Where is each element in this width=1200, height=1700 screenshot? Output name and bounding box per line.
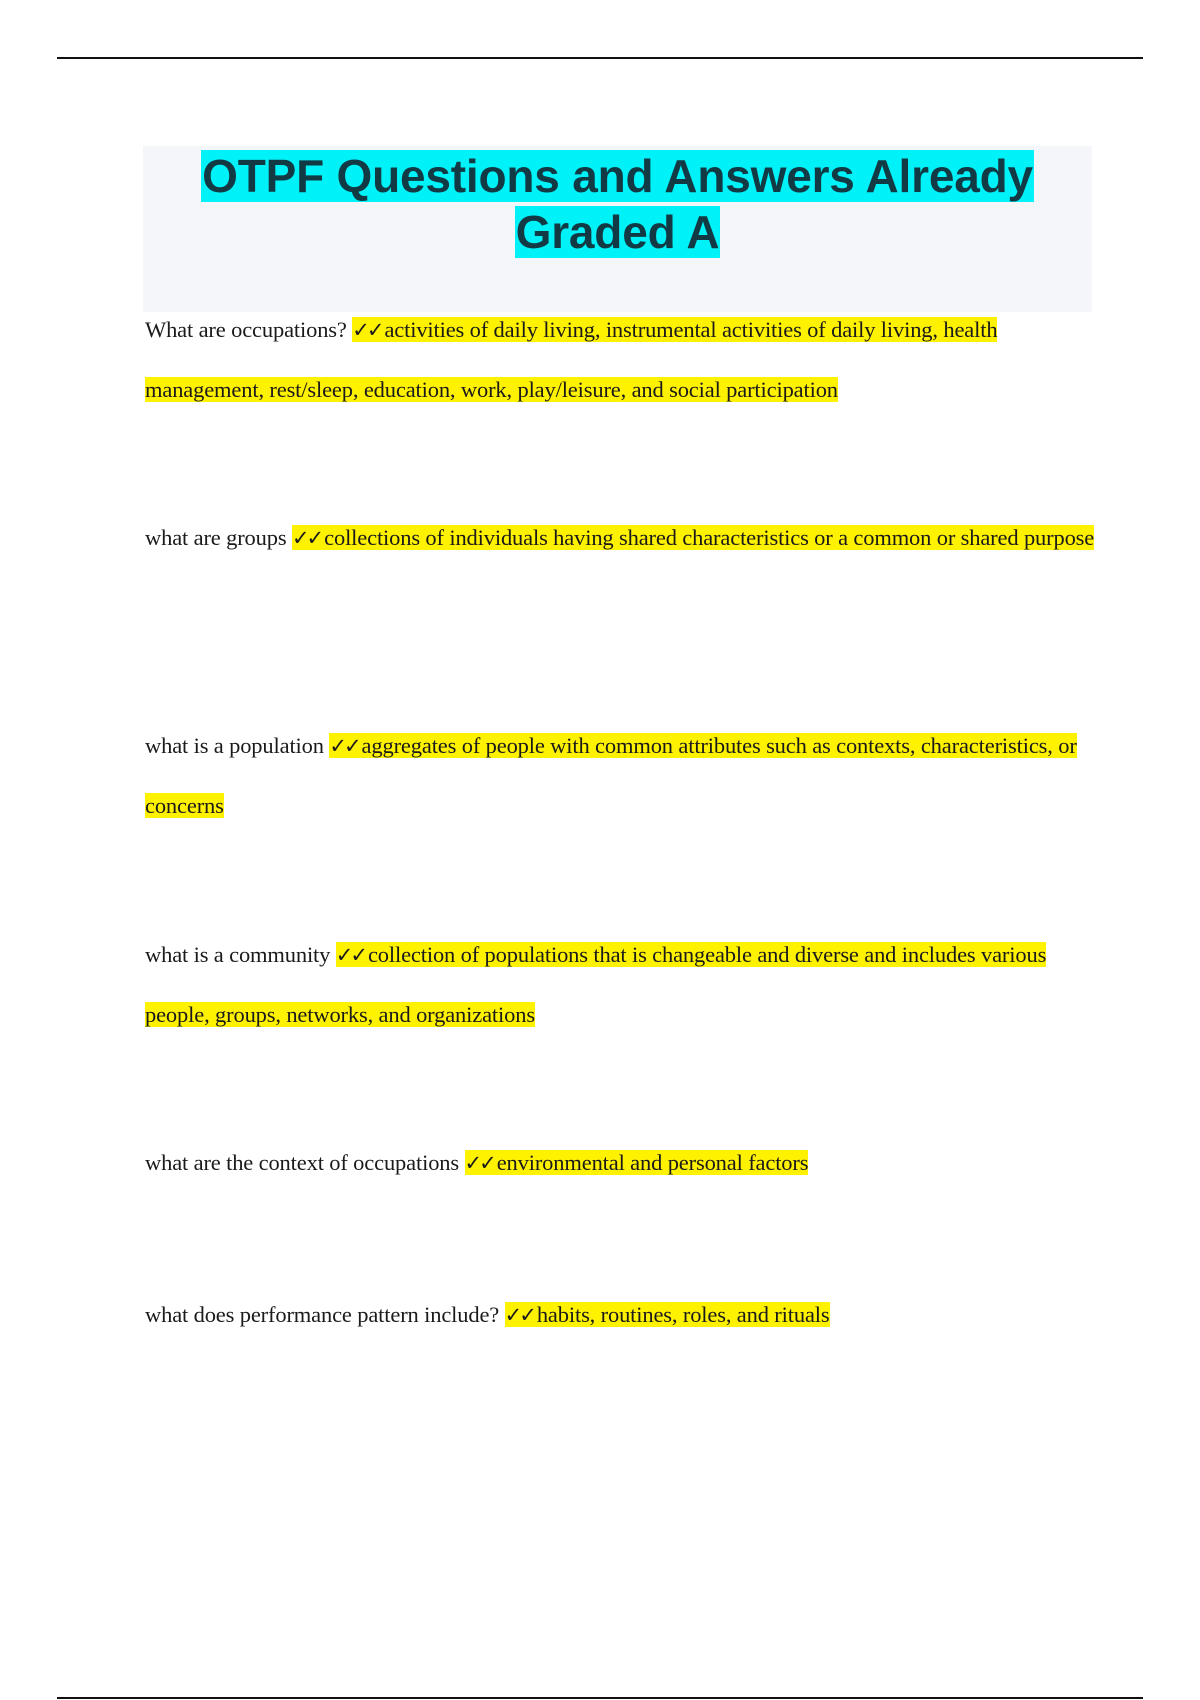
qa-item xyxy=(145,716,1105,836)
title-block xyxy=(143,146,1092,312)
answer-text: environmental and personal factors xyxy=(496,1150,809,1175)
answer-text: collections of individuals having shared characteristics or a common or shared purpose xyxy=(324,525,1095,550)
answer-text: habits, routines, roles, and rituals xyxy=(536,1302,830,1327)
double-check-icon: ✓✓ xyxy=(504,1303,534,1327)
question-text: what are the context of occupations xyxy=(145,1150,460,1175)
top-rule xyxy=(57,57,1143,59)
double-check-icon: ✓✓ xyxy=(464,1151,494,1175)
qa-item xyxy=(145,1133,1105,1193)
document-title xyxy=(143,148,1092,260)
answer-highlight xyxy=(465,1150,809,1175)
double-check-icon: ✓✓ xyxy=(291,526,322,550)
answer-highlight xyxy=(292,525,1094,550)
bottom-rule xyxy=(57,1697,1143,1699)
question-text: What are occupations? xyxy=(145,317,347,342)
qa-item xyxy=(145,1285,1105,1345)
double-check-icon: ✓✓ xyxy=(335,943,365,967)
qa-item xyxy=(145,508,1105,568)
question-text: what is a population xyxy=(145,733,324,758)
double-check-icon: ✓✓ xyxy=(329,734,359,758)
question-text: what is a community xyxy=(145,942,331,967)
answer-text: aggregates of people with common attributes such as contexts, characteristics, or concerns xyxy=(145,733,1077,818)
answer-text: collection of populations that is changeable and diverse and includes various people, groups, networks, and organizations xyxy=(145,942,1047,1027)
question-text: what does performance pattern include? xyxy=(145,1302,500,1327)
double-check-icon: ✓✓ xyxy=(352,318,382,342)
qa-item xyxy=(145,925,1105,1045)
question-text: what are groups xyxy=(145,525,287,550)
qa-item xyxy=(145,300,1105,420)
answer-text: activities of daily living, instrumental activities of daily living, health management, rest/sleep, education, work, play/leisure, and social participation xyxy=(145,317,998,402)
answer-highlight xyxy=(505,1302,830,1327)
document-title-text: OTPF Questions and Answers Already Graded A xyxy=(202,150,1033,258)
